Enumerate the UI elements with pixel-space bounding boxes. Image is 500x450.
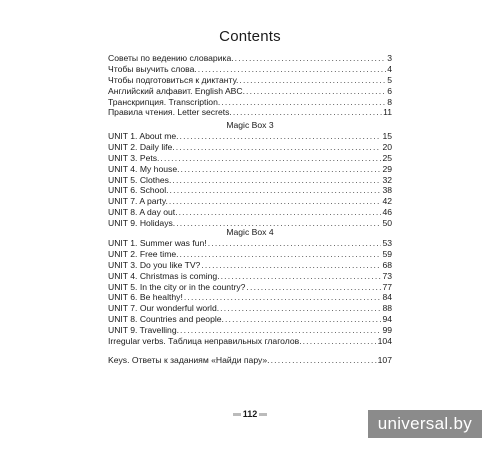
toc-magic-box-4-section [108,226,392,336]
dot-leader [201,260,381,271]
toc-row [108,107,392,118]
toc-page-number: 94 [382,314,392,325]
toc-page-number: 3 [387,53,392,63]
toc-page-number: 99 [382,325,392,336]
toc-page-number: 8 [387,96,392,107]
dot-leader [180,249,382,260]
toc-page-number: 29 [382,163,392,174]
dot-leader [160,153,381,164]
toc-appendix-irregular-verbs [108,336,392,347]
toc-row [108,336,392,347]
toc-entry-label: UNIT 8. A day out. [108,207,178,218]
toc-page-number: 4 [387,63,392,74]
page-title: Contents [219,28,281,45]
dot-leader [246,282,381,293]
toc-row [108,282,392,293]
toc-page-number: 46 [382,207,392,218]
toc-row [108,153,392,164]
dot-leader [239,75,386,86]
toc-entry-label: UNIT 6. Be healthy! [108,292,183,303]
toc-page-number: 53 [382,238,392,248]
toc-entry-label: UNIT 9. Travelling. [108,325,180,336]
toc-row [108,175,392,186]
toc-entry-label: Чтобы выучить слова. [108,63,197,74]
toc-entry-label: UNIT 7. A party. [108,196,168,207]
toc-page-number: 107 [377,355,392,365]
toc-entry-label: UNIT 4. Christmas is coming. [108,270,220,281]
dot-leader [198,64,386,75]
watermark-label: universal.by [368,410,482,438]
dot-leader [235,53,387,64]
toc-row [108,75,392,86]
dot-leader [220,303,381,314]
dot-leader [180,164,381,175]
dot-leader [184,292,382,303]
toc-entry-label: Чтобы подготовиться к диктанту. [108,74,239,85]
toc-entry-label: Irregular verbs. Таблица неправильных глаголов. [108,336,302,346]
toc-page-number: 88 [382,303,392,314]
toc-entry-label: UNIT 3. Pets. [108,152,160,163]
toc-page-number: 59 [382,248,392,259]
toc-row [108,86,392,97]
dot-leader [172,175,381,186]
toc-page-number: 25 [382,152,392,163]
toc-row [108,53,392,64]
toc-magic-box-3-section [108,119,392,229]
toc-row [108,325,392,336]
toc-row [108,131,392,142]
toc-row [108,238,392,249]
section-heading: Magic Box 3 [226,120,274,130]
toc-row [108,249,392,260]
dot-leader [180,131,382,142]
toc-entry-label: Keys. Ответы к заданиям «Найди пару». [108,355,270,365]
page-number: 112 [242,409,258,419]
toc-row [108,142,392,153]
toc-page-number: 42 [382,196,392,207]
toc-entry-label: UNIT 2. Free time. [108,248,179,259]
dot-leader [180,325,381,336]
toc-row [108,303,392,314]
toc-entry-label: UNIT 9. Holidays. [108,218,176,229]
toc-row [108,164,392,175]
toc-entry-label: UNIT 3. Do you like TV? [108,259,201,270]
toc-entry-label: UNIT 2. Daily life. [108,141,175,152]
toc-row [108,260,392,271]
toc-entry-label: Транскрипция. Transcription. [108,96,221,107]
toc-page-number: 38 [382,185,392,196]
toc-entry-label: UNIT 1. About me. [108,131,179,141]
toc-page-number: 68 [382,259,392,270]
dot-leader [225,314,382,325]
toc-page-number: 15 [382,131,392,141]
toc-intro-section [108,53,392,118]
dot-leader [233,107,382,118]
toc-row [108,97,392,108]
toc-page-number: 104 [377,336,392,346]
toc-row [108,355,392,366]
toc-page-number: 20 [382,141,392,152]
toc-row [108,207,392,218]
toc-entry-label: UNIT 8. Countries and people. [108,314,224,325]
toc-row [108,196,392,207]
dot-leader [303,336,377,347]
dot-leader [208,238,382,249]
section-heading: Magic Box 4 [226,227,274,237]
toc-row [108,314,392,325]
toc-page-number: 11 [383,107,392,118]
toc-entry-label: Английский алфавит. English ABC. [108,85,246,96]
toc-page-number: 32 [382,174,392,185]
dot-leader [271,355,377,366]
dot-leader [169,196,382,207]
toc-appendix-keys [108,355,392,366]
footer-right-bar [259,413,267,416]
toc-entry-label: UNIT 4. My house. [108,163,180,174]
toc-row [108,271,392,282]
toc-page-number: 6 [387,85,392,96]
dot-leader [176,142,382,153]
toc-row [108,292,392,303]
dot-leader [221,271,382,282]
footer-left-bar [233,413,241,416]
toc-page-number: 5 [387,74,392,85]
toc-entry-label: UNIT 6. School. [108,185,169,196]
dot-leader [221,97,386,108]
toc-row [108,185,392,196]
toc-page-number: 77 [382,281,392,292]
toc-row [108,64,392,75]
dot-leader [179,207,382,218]
toc-page-number: 84 [382,292,392,303]
toc-page-number: 50 [382,218,392,229]
toc-page-number: 73 [382,270,392,281]
toc-entry-label: UNIT 1. Summer was fun! [108,238,207,248]
dot-leader [246,86,386,97]
dot-leader [170,185,382,196]
toc-entry-label: UNIT 7. Our wonderful world. [108,303,220,314]
toc-entry-label: UNIT 5. In the city or in the country? [108,281,246,292]
toc-entry-label: Советы по ведению словарика. [108,53,234,63]
toc-entry-label: Правила чтения. Letter secrets. [108,107,232,118]
toc-entry-label: UNIT 5. Clothes. [108,174,172,185]
